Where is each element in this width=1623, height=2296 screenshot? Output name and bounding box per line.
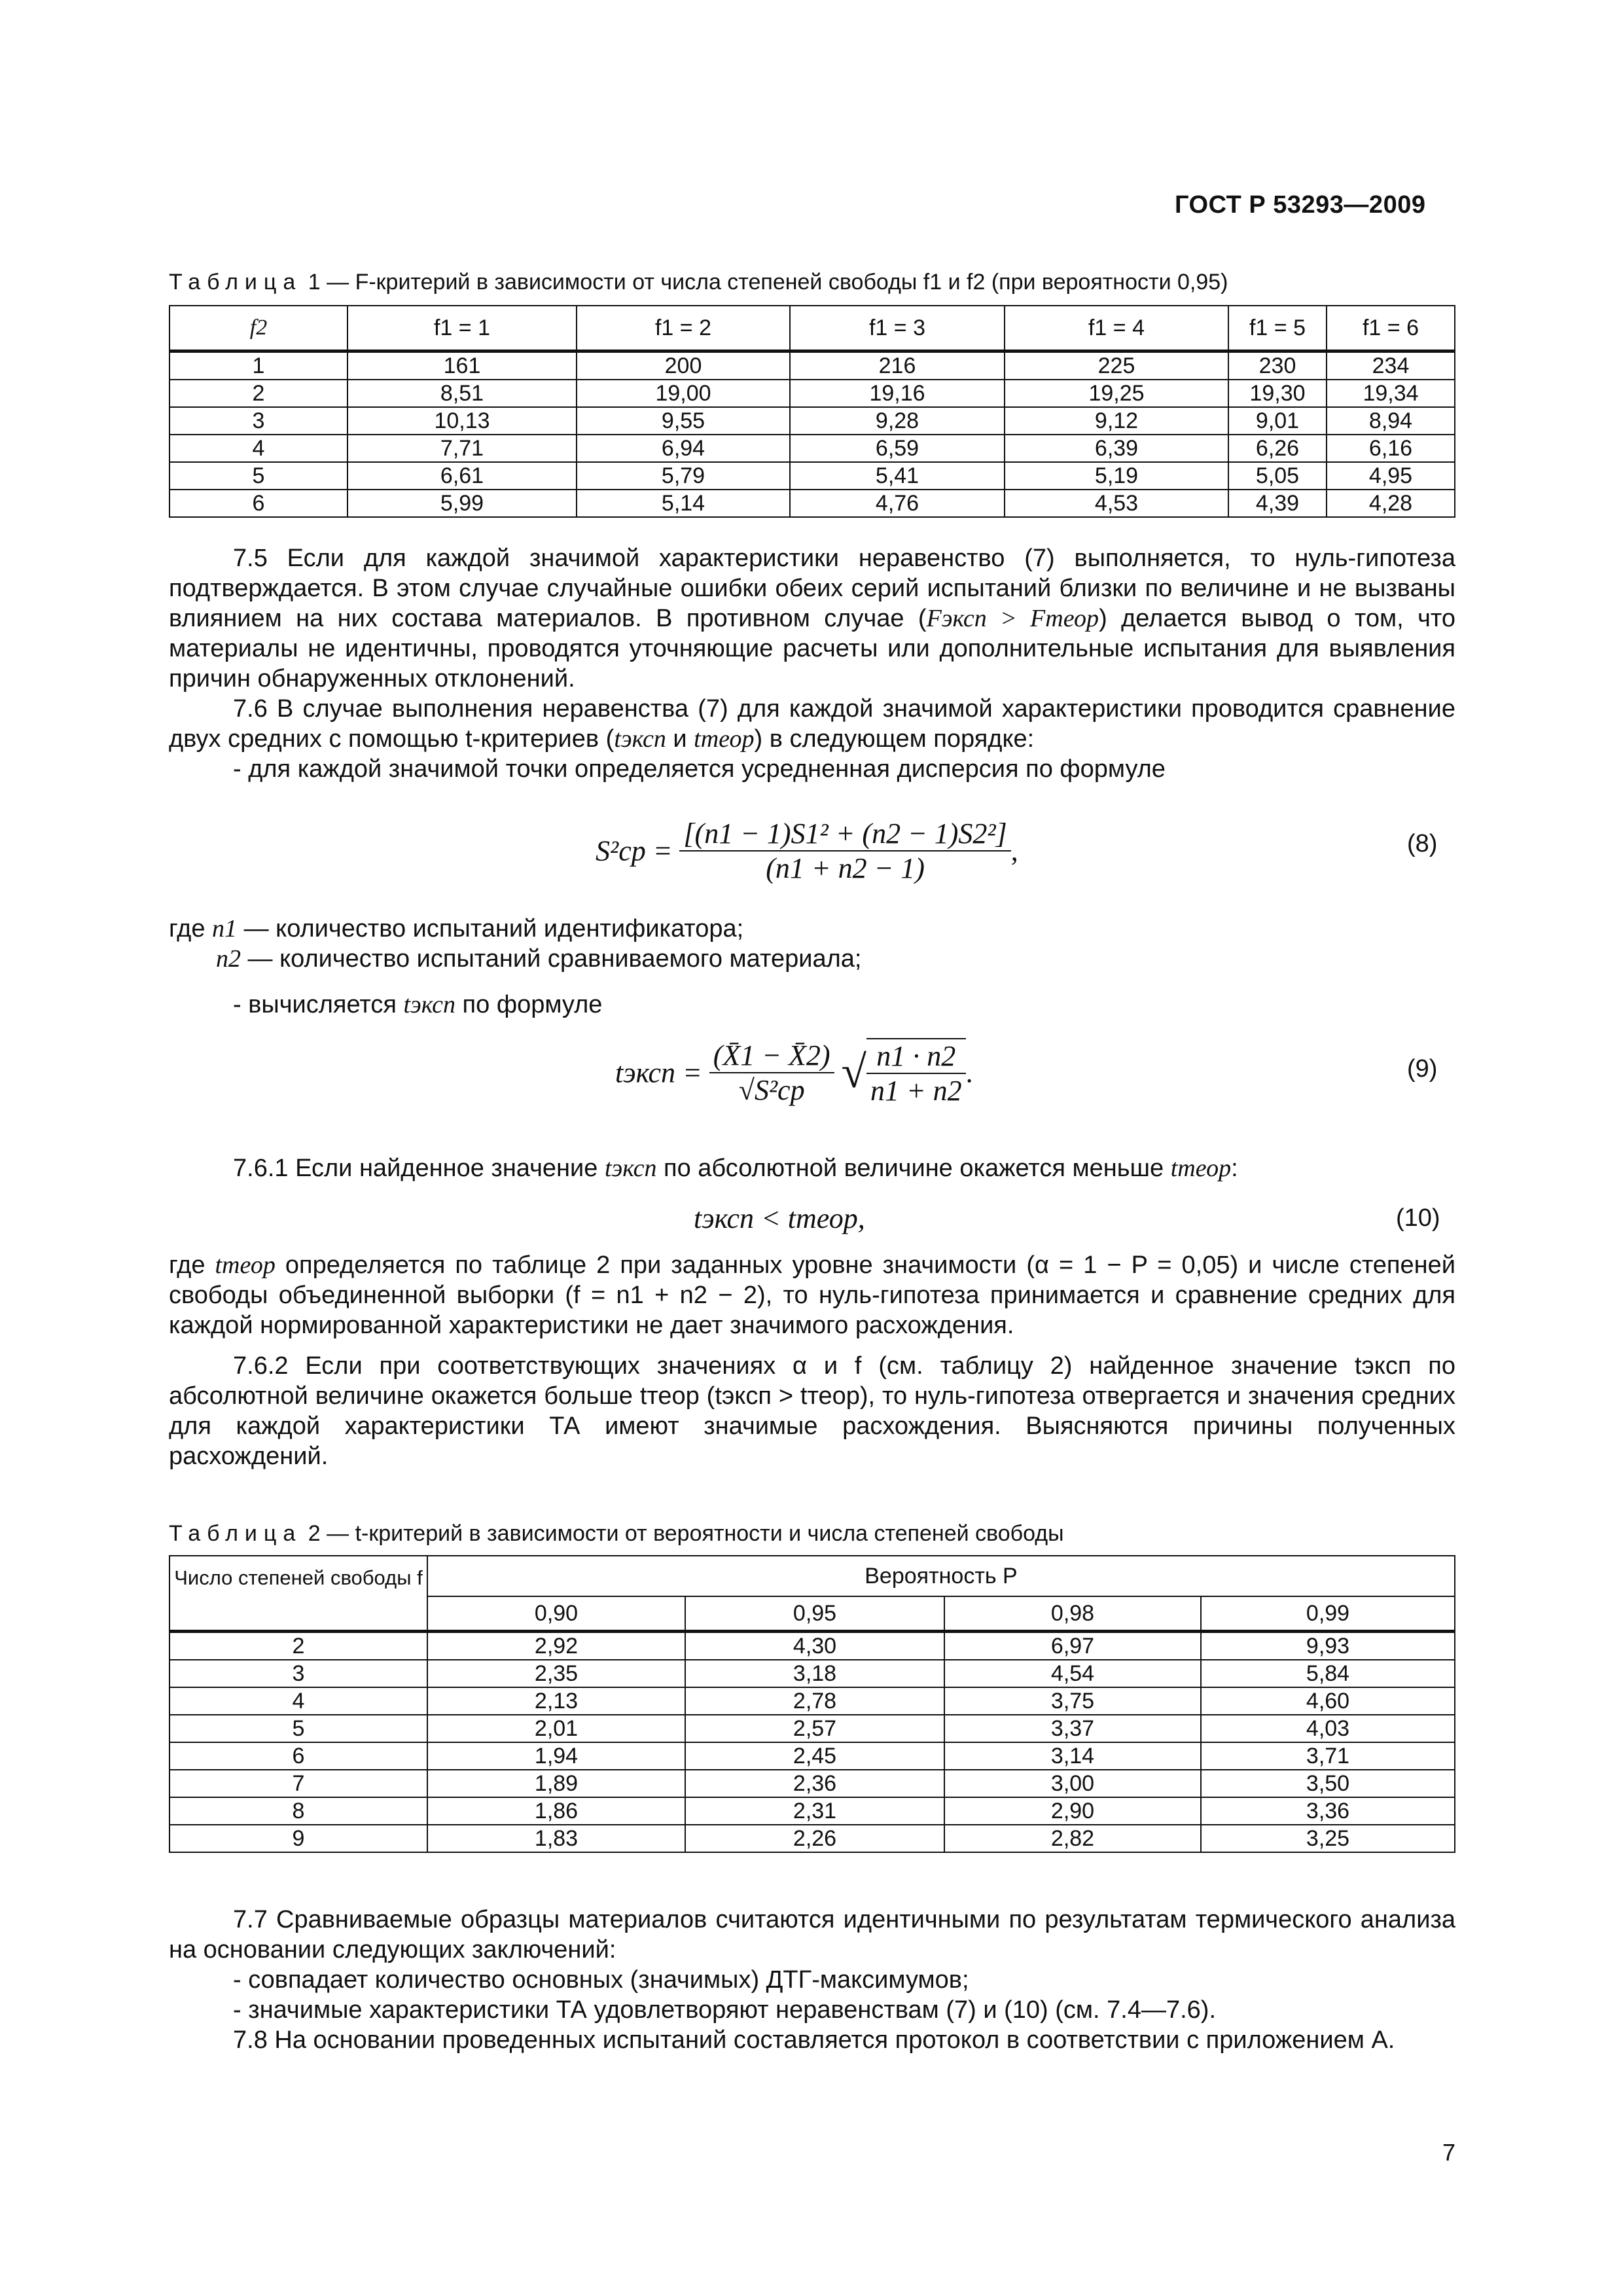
table-cell: 8 xyxy=(169,1797,427,1825)
table-cell: 8,94 xyxy=(1327,407,1455,435)
table2-col-df: Число степеней свободы f xyxy=(169,1556,427,1632)
paragraph-text: и xyxy=(666,725,694,753)
table-cell: 6,39 xyxy=(1005,435,1228,462)
page-number: 7 xyxy=(1442,2139,1456,2166)
table-cell: 1,83 xyxy=(427,1825,685,1852)
equation-numerator: n1 · n2 xyxy=(866,1039,966,1074)
section-7-6-2 xyxy=(169,1250,1455,1471)
paragraph-7-7: 7.7 Сравниваемые образцы материалов считаются идентичными по результатам термического анализа на основании следующих заключений: xyxy=(169,1906,1455,1964)
equation-10-number: (10) xyxy=(1396,1204,1440,1232)
table-cell: 2,26 xyxy=(685,1825,944,1852)
table1-col-f2: f2 xyxy=(169,306,348,351)
table2-caption-text: 2 — t-критерий в зависимости от вероятности и числа степеней свободы xyxy=(308,1521,1064,1546)
table-cell: 6,61 xyxy=(348,462,577,490)
equation-punctuation: . xyxy=(965,1056,973,1089)
section-7-7-7-8 xyxy=(169,1905,1455,2055)
table-cell: 230 xyxy=(1228,351,1327,380)
table-cell: 3,37 xyxy=(944,1715,1201,1742)
table2-header-row-1 xyxy=(169,1556,1455,1596)
table-cell: 3,25 xyxy=(1201,1825,1455,1852)
paragraph-text: по формуле xyxy=(455,991,603,1018)
table2-col-098: 0,98 xyxy=(944,1596,1201,1632)
table-cell: 4,53 xyxy=(1005,490,1228,517)
equation-lhs: S²ср = xyxy=(596,834,673,867)
paragraph-text: - вычисляется xyxy=(233,991,404,1018)
equation-8 xyxy=(596,817,1018,885)
table-cell: 19,34 xyxy=(1327,380,1455,407)
inline-formula: tэксп xyxy=(604,1155,657,1182)
table1-caption xyxy=(169,270,1228,295)
paragraph-text: по абсолютной величине окажется меньше xyxy=(656,1155,1171,1182)
paragraph-text: определяется по таблице 2 при заданных уровне значимости (α = 1 − P = 0,05) и числе степеней свободы объединенной выборки (f = n1 + n2 − 2), то нуль-гипотеза принимается и сравнение средних для каждой нормированной характеристики не дает значимого расхождения. xyxy=(169,1251,1455,1339)
table-cell: 2 xyxy=(169,380,348,407)
table-cell: 9,93 xyxy=(1201,1632,1455,1660)
table-cell: 4 xyxy=(169,1687,427,1715)
table-cell: 19,16 xyxy=(790,380,1005,407)
table-cell: 6,94 xyxy=(577,435,790,462)
table-row xyxy=(169,1797,1455,1825)
paragraph-text: 7.5 Если для каждой значимой характеристики неравенство (7) выполняется, то нуль-гипотеза подтверждается. В этом случае случайные ошибки обеих серий испытаний близки по величине и не вызваны влиянием на них состава материалов. В противном случае ( xyxy=(169,545,1455,632)
table1-col-f1-5: f1 = 5 xyxy=(1228,306,1327,351)
equation-denominator: (n1 + n2 − 1) xyxy=(766,852,925,884)
table-cell: 9,12 xyxy=(1005,407,1228,435)
table-cell: 4,30 xyxy=(685,1632,944,1660)
table-cell: 5,19 xyxy=(1005,462,1228,490)
table-cell: 6,16 xyxy=(1327,435,1455,462)
table-cell: 2,82 xyxy=(944,1825,1201,1852)
table2-group-probability: Вероятность P xyxy=(427,1556,1455,1596)
table-cell: 4,76 xyxy=(790,490,1005,517)
table-cell: 3 xyxy=(169,407,348,435)
table-cell: 5,05 xyxy=(1228,462,1327,490)
table-cell: 5,14 xyxy=(577,490,790,517)
table1-col-f1-2: f1 = 2 xyxy=(577,306,790,351)
table-row xyxy=(169,1660,1455,1687)
table-cell: 5,79 xyxy=(577,462,790,490)
table2-col-099: 0,99 xyxy=(1201,1596,1455,1632)
table-cell: 4,60 xyxy=(1201,1687,1455,1715)
table-row xyxy=(169,1632,1455,1660)
table-row xyxy=(169,407,1455,435)
paragraph-text: : xyxy=(1231,1155,1238,1182)
table-cell: 2,90 xyxy=(944,1797,1201,1825)
table-cell: 9,01 xyxy=(1228,407,1327,435)
table1-header-row xyxy=(169,306,1455,351)
table-row xyxy=(169,1687,1455,1715)
list-item: - значимые характеристики ТА удовлетворяют неравенствам (7) и (10) (см. 7.4—7.6). xyxy=(233,1996,1217,2024)
inline-formula: tэксп xyxy=(614,725,666,753)
table-cell: 200 xyxy=(577,351,790,380)
table-row xyxy=(169,1825,1455,1852)
table-cell: 3,75 xyxy=(944,1687,1201,1715)
where-paragraph-2 xyxy=(169,1250,1455,1340)
table-cell: 1,89 xyxy=(427,1770,685,1797)
where-line-n1 xyxy=(169,914,1455,944)
table-cell: 2,92 xyxy=(427,1632,685,1660)
table-cell: 2,45 xyxy=(685,1742,944,1770)
section-7-5-7-6 xyxy=(169,543,1455,784)
table-cell: 2,01 xyxy=(427,1715,685,1742)
paragraph-text: 7.6.1 Если найденное значение xyxy=(233,1155,605,1182)
table-cell: 4,54 xyxy=(944,1660,1201,1687)
equation-denominator: √S²ср xyxy=(738,1074,805,1106)
equation-9 xyxy=(615,1038,973,1107)
table-cell: 2,57 xyxy=(685,1715,944,1742)
table-cell: 5,99 xyxy=(348,490,577,517)
equation-radicand xyxy=(866,1038,966,1107)
paragraph-7-8: 7.8 На основании проведенных испытаний составляется протокол в соответствии с приложением А. xyxy=(233,2026,1395,2054)
paragraph-text: 7.6 В случае выполнения неравенства (7) для каждой значимой характеристики проводится сравнение двух средних с помощью t-критериев ( xyxy=(169,695,1455,753)
table-row xyxy=(169,1770,1455,1797)
table-cell: 7,71 xyxy=(348,435,577,462)
table-cell: 4 xyxy=(169,435,348,462)
table-row xyxy=(169,435,1455,462)
table-cell: 2 xyxy=(169,1632,427,1660)
sqrt-sign: √ xyxy=(841,1047,866,1098)
table-cell: 4,03 xyxy=(1201,1715,1455,1742)
table-cell: 5 xyxy=(169,1715,427,1742)
equation-numerator: (X̄1 − X̄2) xyxy=(709,1039,834,1073)
table-cell: 3,36 xyxy=(1201,1797,1455,1825)
paragraph-text: — количество испытаний сравниваемого материала; xyxy=(241,945,862,973)
table-cell: 161 xyxy=(348,351,577,380)
where-block-1 xyxy=(169,914,1455,1020)
inline-formula: n1 xyxy=(212,915,238,942)
table-cell: 9,55 xyxy=(577,407,790,435)
inline-formula: tтеор xyxy=(215,1251,276,1279)
table-cell: 5,41 xyxy=(790,462,1005,490)
table-cell: 9,28 xyxy=(790,407,1005,435)
table-cell: 6,59 xyxy=(790,435,1005,462)
equation-10: tэксп < tтеор, xyxy=(694,1202,865,1234)
table2 xyxy=(169,1555,1455,1853)
table2-col-090: 0,90 xyxy=(427,1596,685,1632)
inline-formula: n2 xyxy=(216,945,241,973)
table-cell: 225 xyxy=(1005,351,1228,380)
table-cell: 216 xyxy=(790,351,1005,380)
table1 xyxy=(169,305,1455,518)
equation-8-number: (8) xyxy=(1407,830,1438,857)
equation-fraction xyxy=(709,1039,834,1107)
table-cell: 3,00 xyxy=(944,1770,1201,1797)
table-cell: 3 xyxy=(169,1660,427,1687)
paragraph-text: — количество испытаний идентификатора; xyxy=(237,915,744,942)
table-cell: 7 xyxy=(169,1770,427,1797)
table-row xyxy=(169,351,1455,380)
table-cell: 5,84 xyxy=(1201,1660,1455,1687)
list-item: - для каждой значимой точки определяется усредненная дисперсия по формуле xyxy=(233,755,1166,783)
table-cell: 8,51 xyxy=(348,380,577,407)
table-cell: 6 xyxy=(169,490,348,517)
table1-col-f1-3: f1 = 3 xyxy=(790,306,1005,351)
table-cell: 4,95 xyxy=(1327,462,1455,490)
table-cell: 6,26 xyxy=(1228,435,1327,462)
equation-fraction xyxy=(679,817,1010,885)
table-cell: 3,18 xyxy=(685,1660,944,1687)
table-cell: 3,50 xyxy=(1201,1770,1455,1797)
paragraph-text: ) в следующем порядке: xyxy=(754,725,1035,753)
table1-col-f1-4: f1 = 4 xyxy=(1005,306,1228,351)
table1-caption-word: Таблица xyxy=(169,270,302,295)
inline-formula: tтеор xyxy=(1170,1155,1232,1182)
table-cell: 6,97 xyxy=(944,1632,1201,1660)
table-row xyxy=(169,462,1455,490)
document-code: ГОСТ Р 53293—2009 xyxy=(1175,191,1426,219)
equation-9-number: (9) xyxy=(1407,1055,1438,1083)
list-item: - совпадает количество основных (значимых) ДТГ-максимумов; xyxy=(233,1966,969,1994)
table1-caption-text: 1 — F-критерий в зависимости от числа степеней свободы f1 и f2 (при вероятности 0,95) xyxy=(308,270,1228,295)
paragraph-text: где xyxy=(169,915,213,942)
table-row xyxy=(169,1715,1455,1742)
table-cell: 2,36 xyxy=(685,1770,944,1797)
equation-denominator: n1 + n2 xyxy=(870,1075,962,1107)
table-cell: 19,30 xyxy=(1228,380,1327,407)
table2-caption xyxy=(169,1521,1064,1547)
equation-punctuation: , xyxy=(1010,834,1018,867)
table-row xyxy=(169,490,1455,517)
table-cell: 5 xyxy=(169,462,348,490)
paragraph-7-6-1 xyxy=(169,1153,1455,1183)
list-item xyxy=(169,990,1455,1020)
table-cell: 1,86 xyxy=(427,1797,685,1825)
table-cell: 6 xyxy=(169,1742,427,1770)
table-cell: 9 xyxy=(169,1825,427,1852)
inline-formula: tэксп xyxy=(403,991,455,1018)
equation-lhs: tэксп = xyxy=(615,1056,702,1089)
table-cell: 2,13 xyxy=(427,1687,685,1715)
table1-col-f1-6: f1 = 6 xyxy=(1327,306,1455,351)
table-row xyxy=(169,1742,1455,1770)
where-line-n2 xyxy=(169,944,1455,974)
inline-formula: tтеор xyxy=(694,725,755,753)
table-cell: 1 xyxy=(169,351,348,380)
table-cell: 234 xyxy=(1327,351,1455,380)
table-cell: 4,39 xyxy=(1228,490,1327,517)
paragraph-7-6-2: 7.6.2 Если при соответствующих значениях α и f (см. таблицу 2) найденное значение tэксп по абсолютной величине окажется больше tтеор (tэксп > tтеор), то нуль-гипотеза отвергается и значения средних для каждой характеристики ТА имеют значимые расхождения. Выясняются причины полученных расхождений. xyxy=(169,1352,1455,1470)
paragraph-text: ) делается вывод о том, что материалы не идентичны, проводятся уточняющие расчеты или дополнительные испытания для выявления причин обнаруженных отклонений. xyxy=(169,605,1455,692)
table-cell: 2,31 xyxy=(685,1797,944,1825)
table-cell: 3,71 xyxy=(1201,1742,1455,1770)
table1-col-f1-1: f1 = 1 xyxy=(348,306,577,351)
table-cell: 1,94 xyxy=(427,1742,685,1770)
table2-col-095: 0,95 xyxy=(685,1596,944,1632)
table-row xyxy=(169,380,1455,407)
equation-numerator: [(n1 − 1)S1² + (n2 − 1)S2²] xyxy=(679,817,1010,852)
table-cell: 19,00 xyxy=(577,380,790,407)
table-cell: 19,25 xyxy=(1005,380,1228,407)
table2-caption-word: Таблица xyxy=(169,1521,302,1546)
table-cell: 10,13 xyxy=(348,407,577,435)
table-cell: 2,35 xyxy=(427,1660,685,1687)
paragraph-7-6 xyxy=(169,694,1455,754)
paragraph-7-5 xyxy=(169,543,1455,694)
table-cell: 4,28 xyxy=(1327,490,1455,517)
table-cell: 2,78 xyxy=(685,1687,944,1715)
inline-formula: Fэксп > Fтеор xyxy=(926,605,1099,632)
table-cell: 3,14 xyxy=(944,1742,1201,1770)
paragraph-text: где xyxy=(169,1251,215,1279)
